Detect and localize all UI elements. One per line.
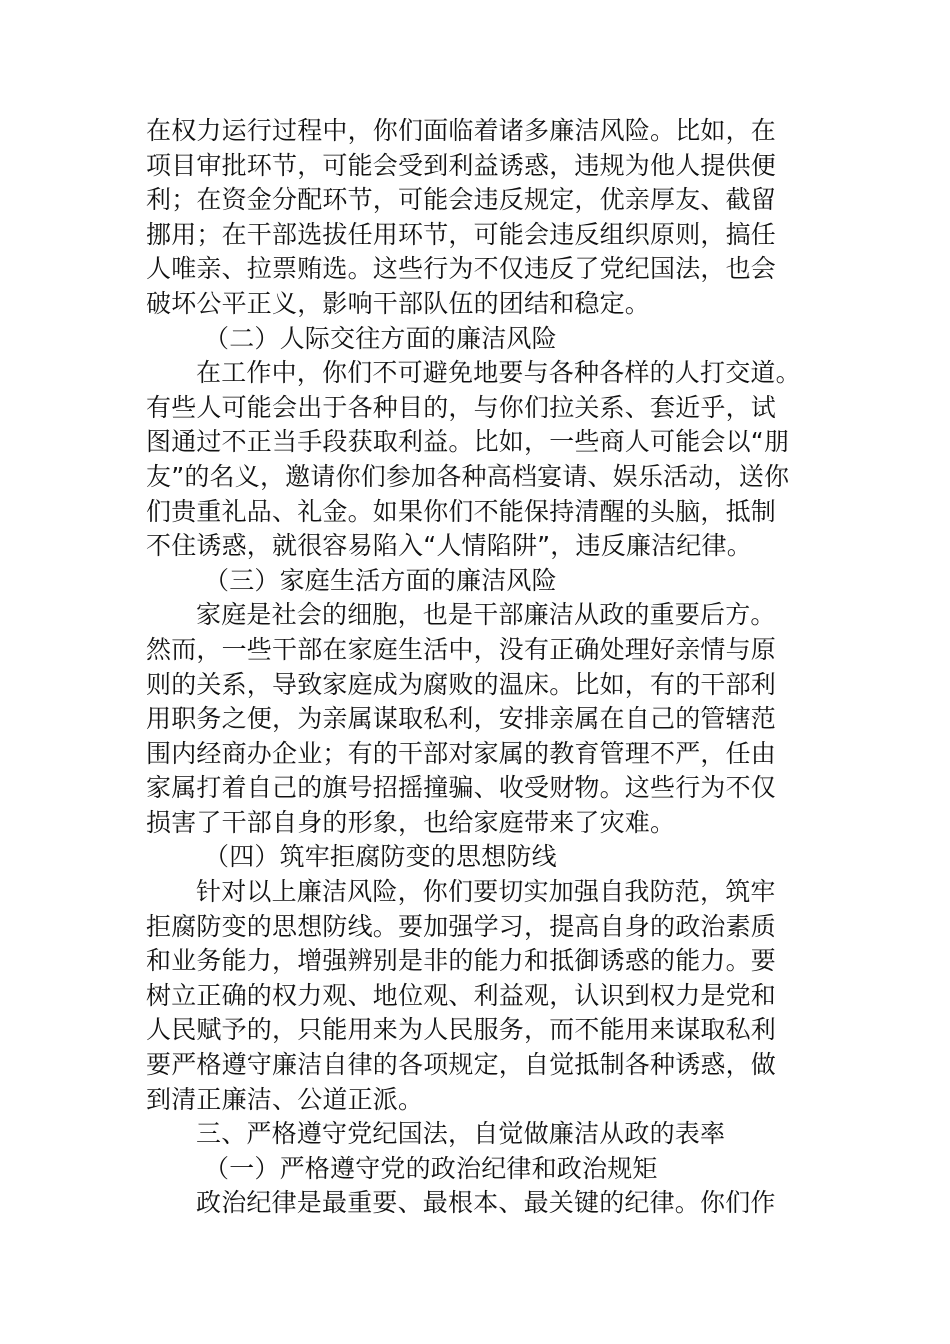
paragraph-line: 政治纪律是最重要、最根本、最关键的纪律。你们作	[196, 1188, 776, 1218]
paragraph-line: 图通过不正当手段获取利益。比如，一些商人可能会以“朋	[146, 427, 790, 457]
paragraph-line: 家属打着自己的旗号招摇撞骗、收受财物。这些行为不仅	[146, 773, 777, 803]
paragraph-line: 到清正廉洁、公道正派。	[146, 1084, 424, 1114]
document-body	[146, 114, 810, 1221]
paragraph-line: 有些人可能会出于各种目的，与你们拉关系、套近乎，试	[146, 392, 777, 422]
paragraph-line: 人民赋予的，只能用来为人民服务，而不能用来谋取私利	[146, 1015, 777, 1045]
paragraph-line: 在工作中，你们不可避免地要与各种各样的人打交道。	[196, 358, 801, 388]
paragraph-line: 不住诱惑，就很容易陷入“人情陷阱”，违反廉洁纪律。	[146, 531, 752, 561]
paragraph-line: 针对以上廉洁风险，你们要切实加强自我防范，筑牢	[196, 877, 776, 907]
paragraph-line: 然而，一些干部在家庭生活中，没有正确处理好亲情与原	[146, 634, 777, 664]
paragraph-line: 拒腐防变的思想防线。要加强学习，提高自身的政治素质	[146, 911, 777, 941]
section-heading-line: （四）筑牢拒腐防变的思想防线	[204, 842, 557, 872]
paragraph-line: 用职务之便，为亲属谋取私利，安排亲属在自己的管辖范	[146, 704, 777, 734]
paragraph-line: 围内经商办企业；有的干部对家属的教育管理不严，任由	[146, 738, 777, 768]
paragraph-line: 树立正确的权力观、地位观、利益观，认识到权力是党和	[146, 980, 777, 1010]
paragraph-line: 在权力运行过程中，你们面临着诸多廉洁风险。比如，在	[146, 116, 777, 145]
paragraph-line: 和业务能力，增强辨别是非的能力和抵御诱惑的能力。要	[146, 946, 777, 976]
paragraph-line: 人唯亲、拉票贿选。这些行为不仅违反了党纪国法，也会	[146, 254, 777, 284]
paragraph-line: 家庭是社会的细胞，也是干部廉洁从政的重要后方。	[196, 600, 776, 630]
paragraph-line: 要严格遵守廉洁自律的各项规定，自觉抵制各种诱惑，做	[146, 1050, 777, 1080]
paragraph-line: 利；在资金分配环节，可能会违反规定，优亲厚友、截留	[146, 185, 777, 215]
paragraph-line: 挪用；在干部选拔任用环节，可能会违反组织原则，搞任	[146, 219, 777, 249]
paragraph-line: 三、严格遵守党纪国法，自觉做廉洁从政的表率	[196, 1119, 726, 1149]
paragraph-line: 则的关系，导致家庭成为腐败的温床。比如，有的干部利	[146, 669, 777, 699]
paragraph-line: 们贵重礼品、礼金。如果你们不能保持清醒的头脑，抵制	[146, 496, 777, 526]
paragraph-line: 友”的名义，邀请你们参加各种高档宴请、娱乐活动，送你	[146, 461, 790, 491]
paragraph-line: 项目审批环节，可能会受到利益诱惑，违规为他人提供便	[146, 150, 777, 180]
section-heading-line: （一）严格遵守党的政治纪律和政治规矩	[204, 1153, 658, 1183]
paragraph-line: 损害了干部自身的形象，也给家庭带来了灾难。	[146, 807, 676, 837]
section-heading-line: （三）家庭生活方面的廉洁风险	[204, 565, 557, 595]
paragraph-line: 破坏公平正义，影响干部队伍的团结和稳定。	[146, 288, 651, 318]
section-heading-line: （二）人际交往方面的廉洁风险	[204, 323, 557, 353]
